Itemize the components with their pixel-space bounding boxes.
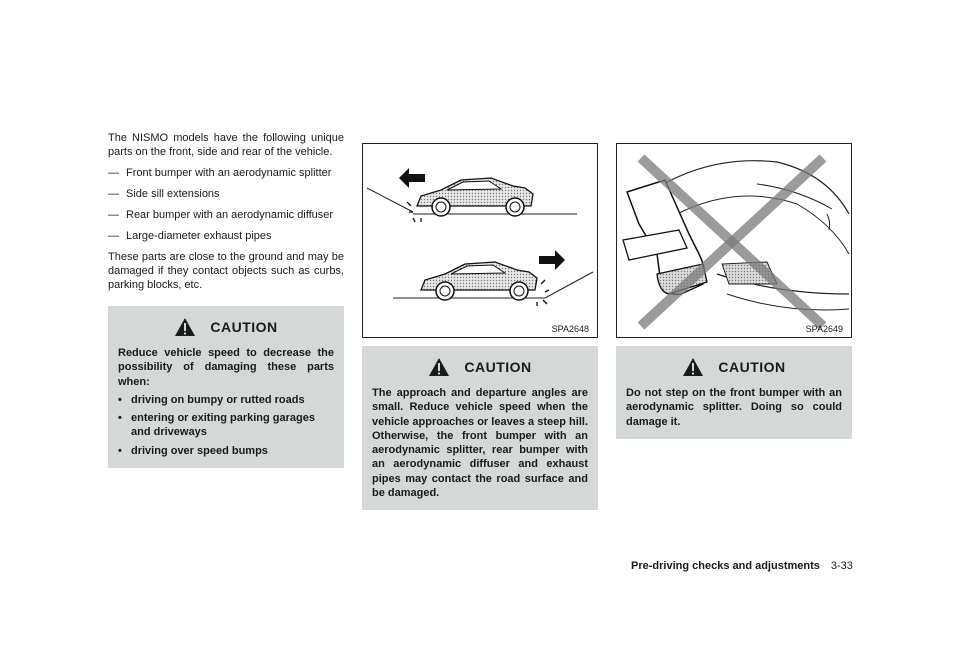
note-paragraph: These parts are close to the ground and may be damaged if they contact objects such as curbs, parking blocks, etc.: [108, 251, 344, 291]
caution-bullet: • entering or exiting parking garages and driveways: [118, 412, 315, 439]
caution-title: CAUTION: [210, 319, 278, 335]
page-number: 3-33: [830, 560, 853, 572]
figure-label: SPA2649: [805, 324, 843, 334]
dash-item: — Front bumper with an aerodynamic splitter: [108, 167, 332, 179]
car-angle-illustration: [363, 144, 597, 337]
caution-text: Reduce vehicle speed to decrease the possibility of damaging these parts when: • driving on bumpy or rutted roads • entering or exiting parking garages and driveways • driving over speed bumps: [118, 347, 334, 457]
warning-icon: [428, 357, 450, 377]
caution-bullet: • driving on bumpy or rutted roads: [118, 393, 305, 406]
figure-label: SPA2648: [551, 324, 589, 334]
dash-item: — Rear bumper with an aerodynamic diffuser: [108, 209, 334, 221]
text-column-1: [108, 131, 344, 468]
caution-header: [372, 354, 588, 380]
warning-icon: [682, 357, 704, 377]
caution-bullet: • driving over speed bumps: [118, 444, 268, 457]
caution-header: [626, 354, 842, 380]
arrow-right-icon: [539, 250, 565, 270]
page-footer: [631, 560, 853, 572]
caution-title: CAUTION: [464, 359, 532, 375]
foot-on-bumper-illustration: [617, 144, 851, 337]
car-bottom-icon: [421, 262, 537, 300]
dash-item: — Side sill extensions: [108, 188, 220, 200]
figure-approach-angles: [362, 143, 598, 338]
caution-box-1: [108, 306, 344, 468]
caution-text: Do not step on the front bumper with an aerodynamic splitter. Doing so could damage it.: [626, 387, 842, 428]
figure-bumper-step: [616, 143, 852, 338]
car-top-icon: [417, 178, 533, 216]
warning-icon: [174, 317, 196, 337]
dash-item: — Large-diameter exhaust pipes: [108, 230, 272, 242]
caution-text: The approach and departure angles are small. Reduce vehicle speed when the vehicle approaches or leaves a steep hill. Otherwise, the front bumper with an aerodynamic splitter, rear bumper with an aerodynamic diffuser and exhaust pipes may contact the road surface and be damaged.: [372, 387, 588, 500]
section-title: Pre-driving checks and adjustments: [631, 560, 820, 572]
caution-header: [118, 314, 334, 340]
caution-title: CAUTION: [718, 359, 786, 375]
arrow-left-icon: [399, 168, 425, 188]
contact-marks-icon: [537, 280, 549, 306]
caution-box-3: [616, 346, 852, 439]
intro-paragraph: The NISMO models have the following unique parts on the front, side and rear of the vehicle.: [108, 132, 344, 158]
caution-box-2: [362, 346, 598, 510]
